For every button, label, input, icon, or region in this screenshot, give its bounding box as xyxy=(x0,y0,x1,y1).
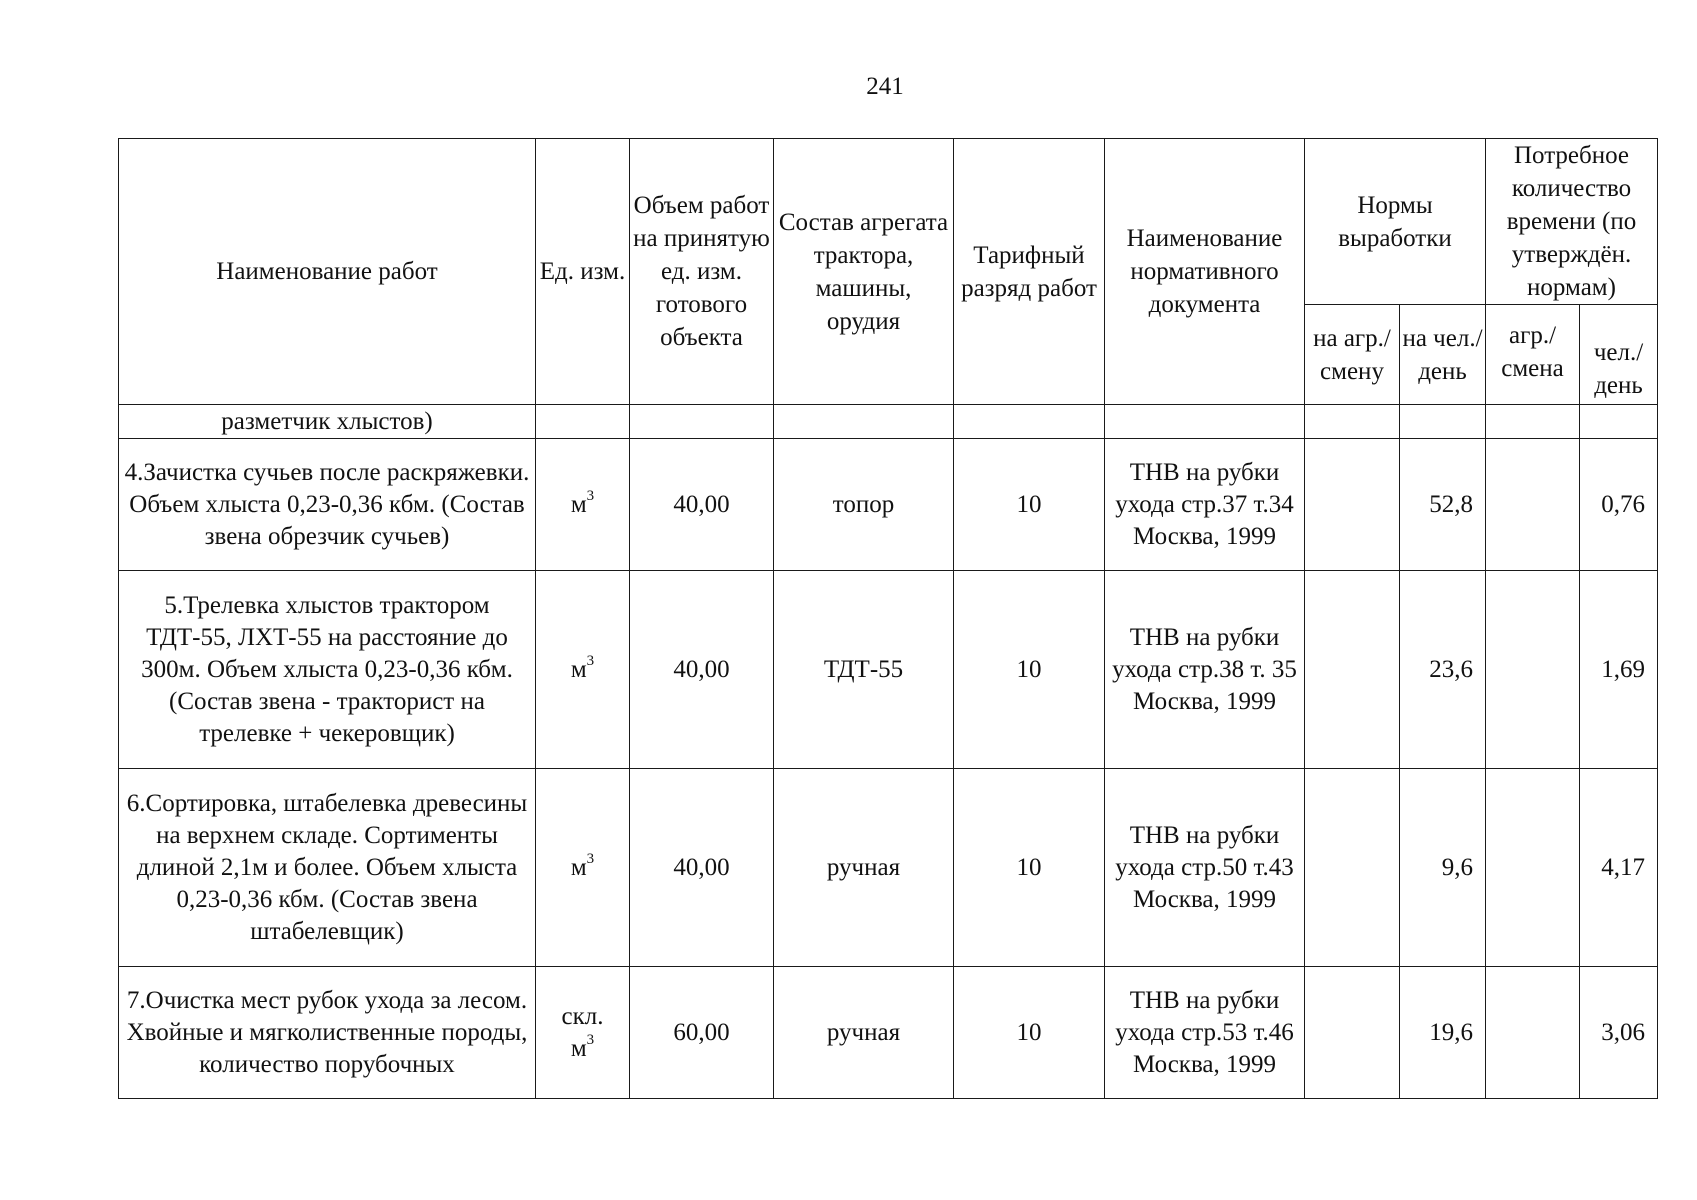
cell-volume: 40,00 xyxy=(630,571,774,769)
cell-time-person-day: 4,17 xyxy=(1580,769,1658,967)
cell-time-unit-shift xyxy=(1486,571,1580,769)
cell-norm-unit-shift xyxy=(1305,769,1400,967)
cell-norm-unit-shift xyxy=(1305,439,1400,571)
cell-volume: 40,00 xyxy=(630,769,774,967)
table-row xyxy=(119,571,1658,769)
header-unit: Ед. изм. xyxy=(536,139,630,405)
cell-norm-person-day: 23,6 xyxy=(1400,571,1486,769)
cell-composition: ручная xyxy=(774,769,954,967)
cell-composition: топор xyxy=(774,439,954,571)
cell-tariff: 10 xyxy=(954,769,1105,967)
cell-time-person-day: 3,06 xyxy=(1580,967,1658,1099)
table-row xyxy=(119,439,1658,571)
header-time-required: Потребное количество времени (по утверждён. нормам) xyxy=(1486,139,1658,305)
cell-norm-unit-shift xyxy=(1305,571,1400,769)
header-norms: Нормы выработки xyxy=(1305,139,1486,305)
cell-time-unit-shift xyxy=(1486,439,1580,571)
cell-document: ТНВ на рубки ухода стр.37 т.34 Москва, 1999 xyxy=(1105,439,1305,571)
cell-work: 4.Зачистка сучьев после раскряжевки. Объем хлыста 0,23-0,36 кбм. (Состав звена обрезчик сучьев) xyxy=(119,439,536,571)
cell-unit: $м^3$ xyxy=(536,769,630,967)
header-time-person-day: чел./ день xyxy=(1580,305,1658,405)
header-volume: Объем работ на принятую ед. изм. готового объекта xyxy=(630,139,774,405)
cell-tariff: 10 xyxy=(954,439,1105,571)
cell-time-unit-shift xyxy=(1486,769,1580,967)
cell-work: 5.Трелевка хлыстов трактором ТДТ-55, ЛХТ-55 на расстояние до 300м. Объем хлыста 0,23-0,36 кбм. (Состав звена - тракторист на трелевке + чекеровщик) xyxy=(119,571,536,769)
cell-document: ТНВ на рубки ухода стр.38 т. 35 Москва, 1999 xyxy=(1105,571,1305,769)
cell-volume: 40,00 xyxy=(630,439,774,571)
cell-time-person-day: 0,76 xyxy=(1580,439,1658,571)
continuation-text: разметчик хлыстов) xyxy=(119,405,536,439)
header-norm-unit-shift: на агр./ смену xyxy=(1305,305,1400,405)
cell-norm-person-day: 9,6 xyxy=(1400,769,1486,967)
work-norms-table xyxy=(118,138,1658,1099)
table-row xyxy=(119,967,1658,1099)
header-composition: Состав агрегата трактора, машины, орудия xyxy=(774,139,954,405)
cell-tariff: 10 xyxy=(954,967,1105,1099)
cell-norm-person-day: 19,6 xyxy=(1400,967,1486,1099)
header-work-name: Наименование работ xyxy=(119,139,536,405)
cell-norm-person-day: 52,8 xyxy=(1400,439,1486,571)
header-tariff: Тарифный разряд работ xyxy=(954,139,1105,405)
header-norm-person-day: на чел./ день xyxy=(1400,305,1486,405)
cell-unit: $м^3$ xyxy=(536,439,630,571)
page-number: 241 xyxy=(866,73,904,100)
cell-document: ТНВ на рубки ухода стр.50 т.43 Москва, 1999 xyxy=(1105,769,1305,967)
header-document: Наименование нормативного документа xyxy=(1105,139,1305,405)
table-row-continuation xyxy=(119,405,1658,439)
cell-work: 6.Сортировка, штабелевка древесины на верхнем складе. Сортименты длиной 2,1м и более. Объем хлыста 0,23-0,36 кбм. (Состав звена штабелевщик) xyxy=(119,769,536,967)
cell-time-unit-shift xyxy=(1486,967,1580,1099)
cell-unit: скл. $м^3$ xyxy=(536,967,630,1099)
cell-document: ТНВ на рубки ухода стр.53 т.46 Москва, 1999 xyxy=(1105,967,1305,1099)
cell-work: 7.Очистка мест рубок ухода за лесом. Хвойные и мягколиственные породы, количество порубочных xyxy=(119,967,536,1099)
cell-volume: 60,00 xyxy=(630,967,774,1099)
cell-composition: ТДТ-55 xyxy=(774,571,954,769)
header-time-unit-shift: агр./ смена xyxy=(1486,305,1580,405)
cell-unit: $м^3$ xyxy=(536,571,630,769)
cell-norm-unit-shift xyxy=(1305,967,1400,1099)
cell-tariff: 10 xyxy=(954,571,1105,769)
cell-time-person-day: 1,69 xyxy=(1580,571,1658,769)
cell-composition: ручная xyxy=(774,967,954,1099)
table-row xyxy=(119,769,1658,967)
